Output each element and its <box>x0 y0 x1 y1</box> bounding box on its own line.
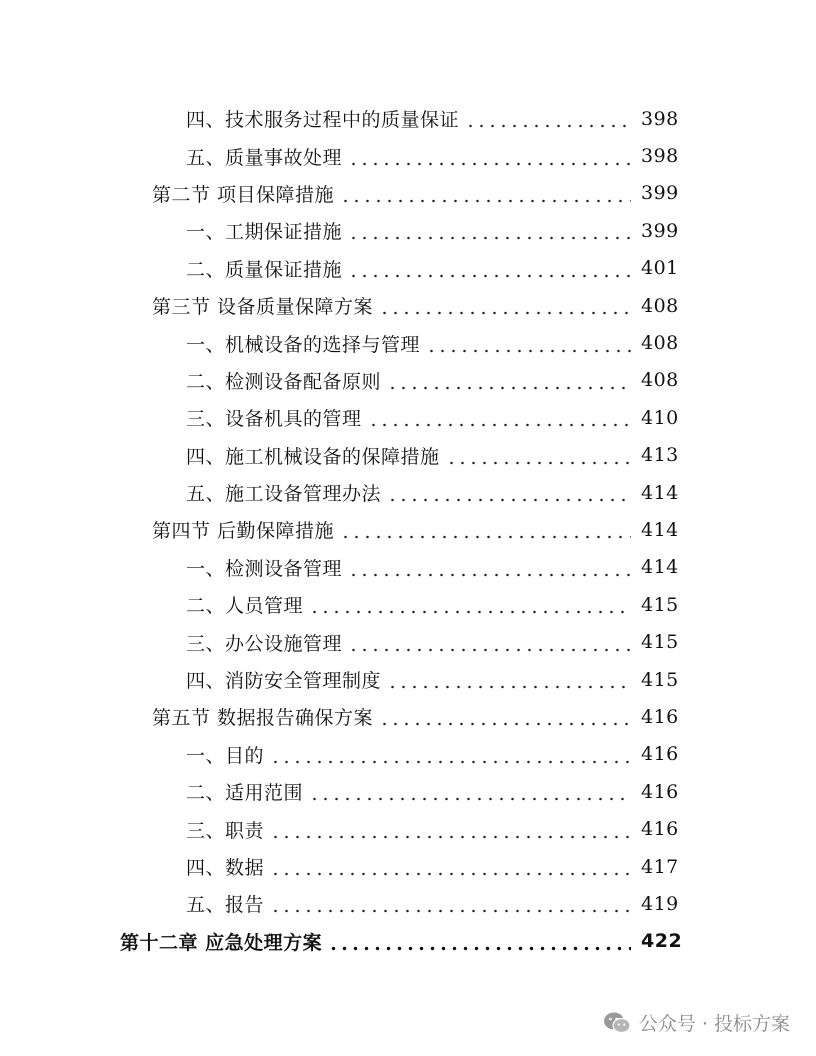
toc-entry-title: 一、工期保证措施 <box>186 221 343 244</box>
toc-dot-leader <box>309 595 631 614</box>
toc-dot-leader <box>379 296 631 315</box>
toc-entry-title: 二、适用范围 <box>186 782 304 805</box>
toc-chapter-entry[interactable] <box>0 923 816 960</box>
toc-entry-page-number: 416 <box>641 780 679 803</box>
toc-entry-page-number: 417 <box>641 855 679 878</box>
toc-dot-leader <box>340 184 631 203</box>
toc-dot-leader <box>340 520 631 539</box>
toc-subsection-entry[interactable] <box>0 362 816 399</box>
toc-entry-page-number: 416 <box>641 705 679 728</box>
toc-dot-leader <box>387 670 631 689</box>
toc-subsection-entry[interactable] <box>0 810 816 847</box>
toc-subsection-entry[interactable] <box>0 736 816 773</box>
toc-dot-leader <box>270 894 631 913</box>
toc-entry-title: 三、办公设施管理 <box>186 632 343 655</box>
toc-dot-leader <box>270 820 631 839</box>
toc-entry-title: 一、机械设备的选择与管理 <box>186 333 421 356</box>
toc-entry-page-number: 398 <box>641 107 679 130</box>
wechat-icon <box>603 1011 631 1035</box>
watermark <box>603 1009 790 1036</box>
toc-dot-leader <box>270 857 631 876</box>
toc-entry-title: 五、报告 <box>186 894 265 917</box>
toc-entry-title: 二、质量保证措施 <box>186 258 343 281</box>
toc-entry-title: 二、检测设备配备原则 <box>186 370 382 393</box>
toc-subsection-entry[interactable] <box>0 848 816 885</box>
toc-entry-page-number: 419 <box>641 892 679 915</box>
toc-subsection-entry[interactable] <box>0 773 816 810</box>
table-of-contents <box>0 100 816 960</box>
toc-dot-leader <box>348 147 631 166</box>
toc-entry-title: 第二节 项目保障措施 <box>152 183 335 206</box>
toc-dot-leader <box>368 408 631 427</box>
toc-subsection-entry[interactable] <box>0 212 816 249</box>
toc-dot-leader <box>465 109 631 128</box>
toc-dot-leader <box>348 259 631 278</box>
toc-dot-leader <box>387 483 631 502</box>
toc-entry-page-number: 422 <box>641 930 683 953</box>
toc-section-entry[interactable] <box>0 287 816 324</box>
toc-dot-leader <box>270 745 631 764</box>
toc-dot-leader <box>446 446 631 465</box>
toc-section-entry[interactable] <box>0 698 816 735</box>
toc-dot-leader <box>348 558 631 577</box>
toc-subsection-entry[interactable] <box>0 137 816 174</box>
toc-subsection-entry[interactable] <box>0 549 816 586</box>
toc-entry-page-number: 399 <box>641 219 679 242</box>
toc-entry-title: 二、人员管理 <box>186 595 304 618</box>
toc-entry-page-number: 416 <box>641 818 679 841</box>
toc-entry-page-number: 415 <box>641 631 679 654</box>
toc-entry-title: 五、施工设备管理办法 <box>186 483 382 506</box>
toc-entry-title: 四、技术服务过程中的质量保证 <box>186 109 460 132</box>
toc-entry-page-number: 401 <box>641 257 679 280</box>
toc-subsection-entry[interactable] <box>0 586 816 623</box>
toc-entry-page-number: 398 <box>641 145 679 168</box>
toc-entry-title: 一、目的 <box>186 744 265 767</box>
toc-entry-title: 四、消防安全管理制度 <box>186 670 382 693</box>
toc-subsection-entry[interactable] <box>0 661 816 698</box>
toc-entry-page-number: 414 <box>641 518 679 541</box>
toc-dot-leader <box>328 932 631 951</box>
toc-entry-title: 第三节 设备质量保障方案 <box>152 296 374 319</box>
toc-entry-title: 一、检测设备管理 <box>186 557 343 580</box>
toc-subsection-entry[interactable] <box>0 399 816 436</box>
toc-subsection-entry[interactable] <box>0 474 816 511</box>
toc-dot-leader <box>379 707 631 726</box>
toc-entry-page-number: 414 <box>641 481 679 504</box>
toc-entry-page-number: 416 <box>641 743 679 766</box>
toc-entry-title: 第五节 数据报告确保方案 <box>152 707 374 730</box>
toc-dot-leader <box>309 782 631 801</box>
toc-dot-leader <box>348 633 631 652</box>
toc-entry-title: 五、质量事故处理 <box>186 146 343 169</box>
toc-entry-page-number: 408 <box>641 294 679 317</box>
toc-dot-leader <box>348 221 631 240</box>
toc-dot-leader <box>426 334 631 353</box>
toc-subsection-entry[interactable] <box>0 250 816 287</box>
toc-dot-leader <box>387 371 631 390</box>
toc-entry-title: 第十二章 应急处理方案 <box>120 931 323 954</box>
toc-entry-page-number: 399 <box>641 182 679 205</box>
toc-subsection-entry[interactable] <box>0 437 816 474</box>
toc-entry-page-number: 415 <box>641 593 679 616</box>
toc-entry-page-number: 415 <box>641 668 679 691</box>
toc-entry-page-number: 410 <box>641 406 679 429</box>
toc-entry-page-number: 408 <box>641 369 679 392</box>
toc-subsection-entry[interactable] <box>0 623 816 660</box>
toc-entry-title: 四、施工机械设备的保障措施 <box>186 445 440 468</box>
watermark-text: 公众号 · 投标方案 <box>638 1013 790 1035</box>
toc-entry-title: 三、职责 <box>186 819 265 842</box>
toc-subsection-entry[interactable] <box>0 100 816 137</box>
toc-section-entry[interactable] <box>0 175 816 212</box>
toc-entry-title: 四、数据 <box>186 857 265 879</box>
toc-entry-page-number: 408 <box>641 332 679 355</box>
toc-section-entry[interactable] <box>0 511 816 548</box>
toc-subsection-entry[interactable] <box>0 324 816 361</box>
toc-entry-title: 第四节 后勤保障措施 <box>152 520 335 543</box>
toc-entry-page-number: 414 <box>641 556 679 579</box>
toc-entry-page-number: 413 <box>641 444 679 467</box>
toc-entry-title: 三、设备机具的管理 <box>186 408 362 431</box>
toc-subsection-entry[interactable] <box>0 885 816 922</box>
